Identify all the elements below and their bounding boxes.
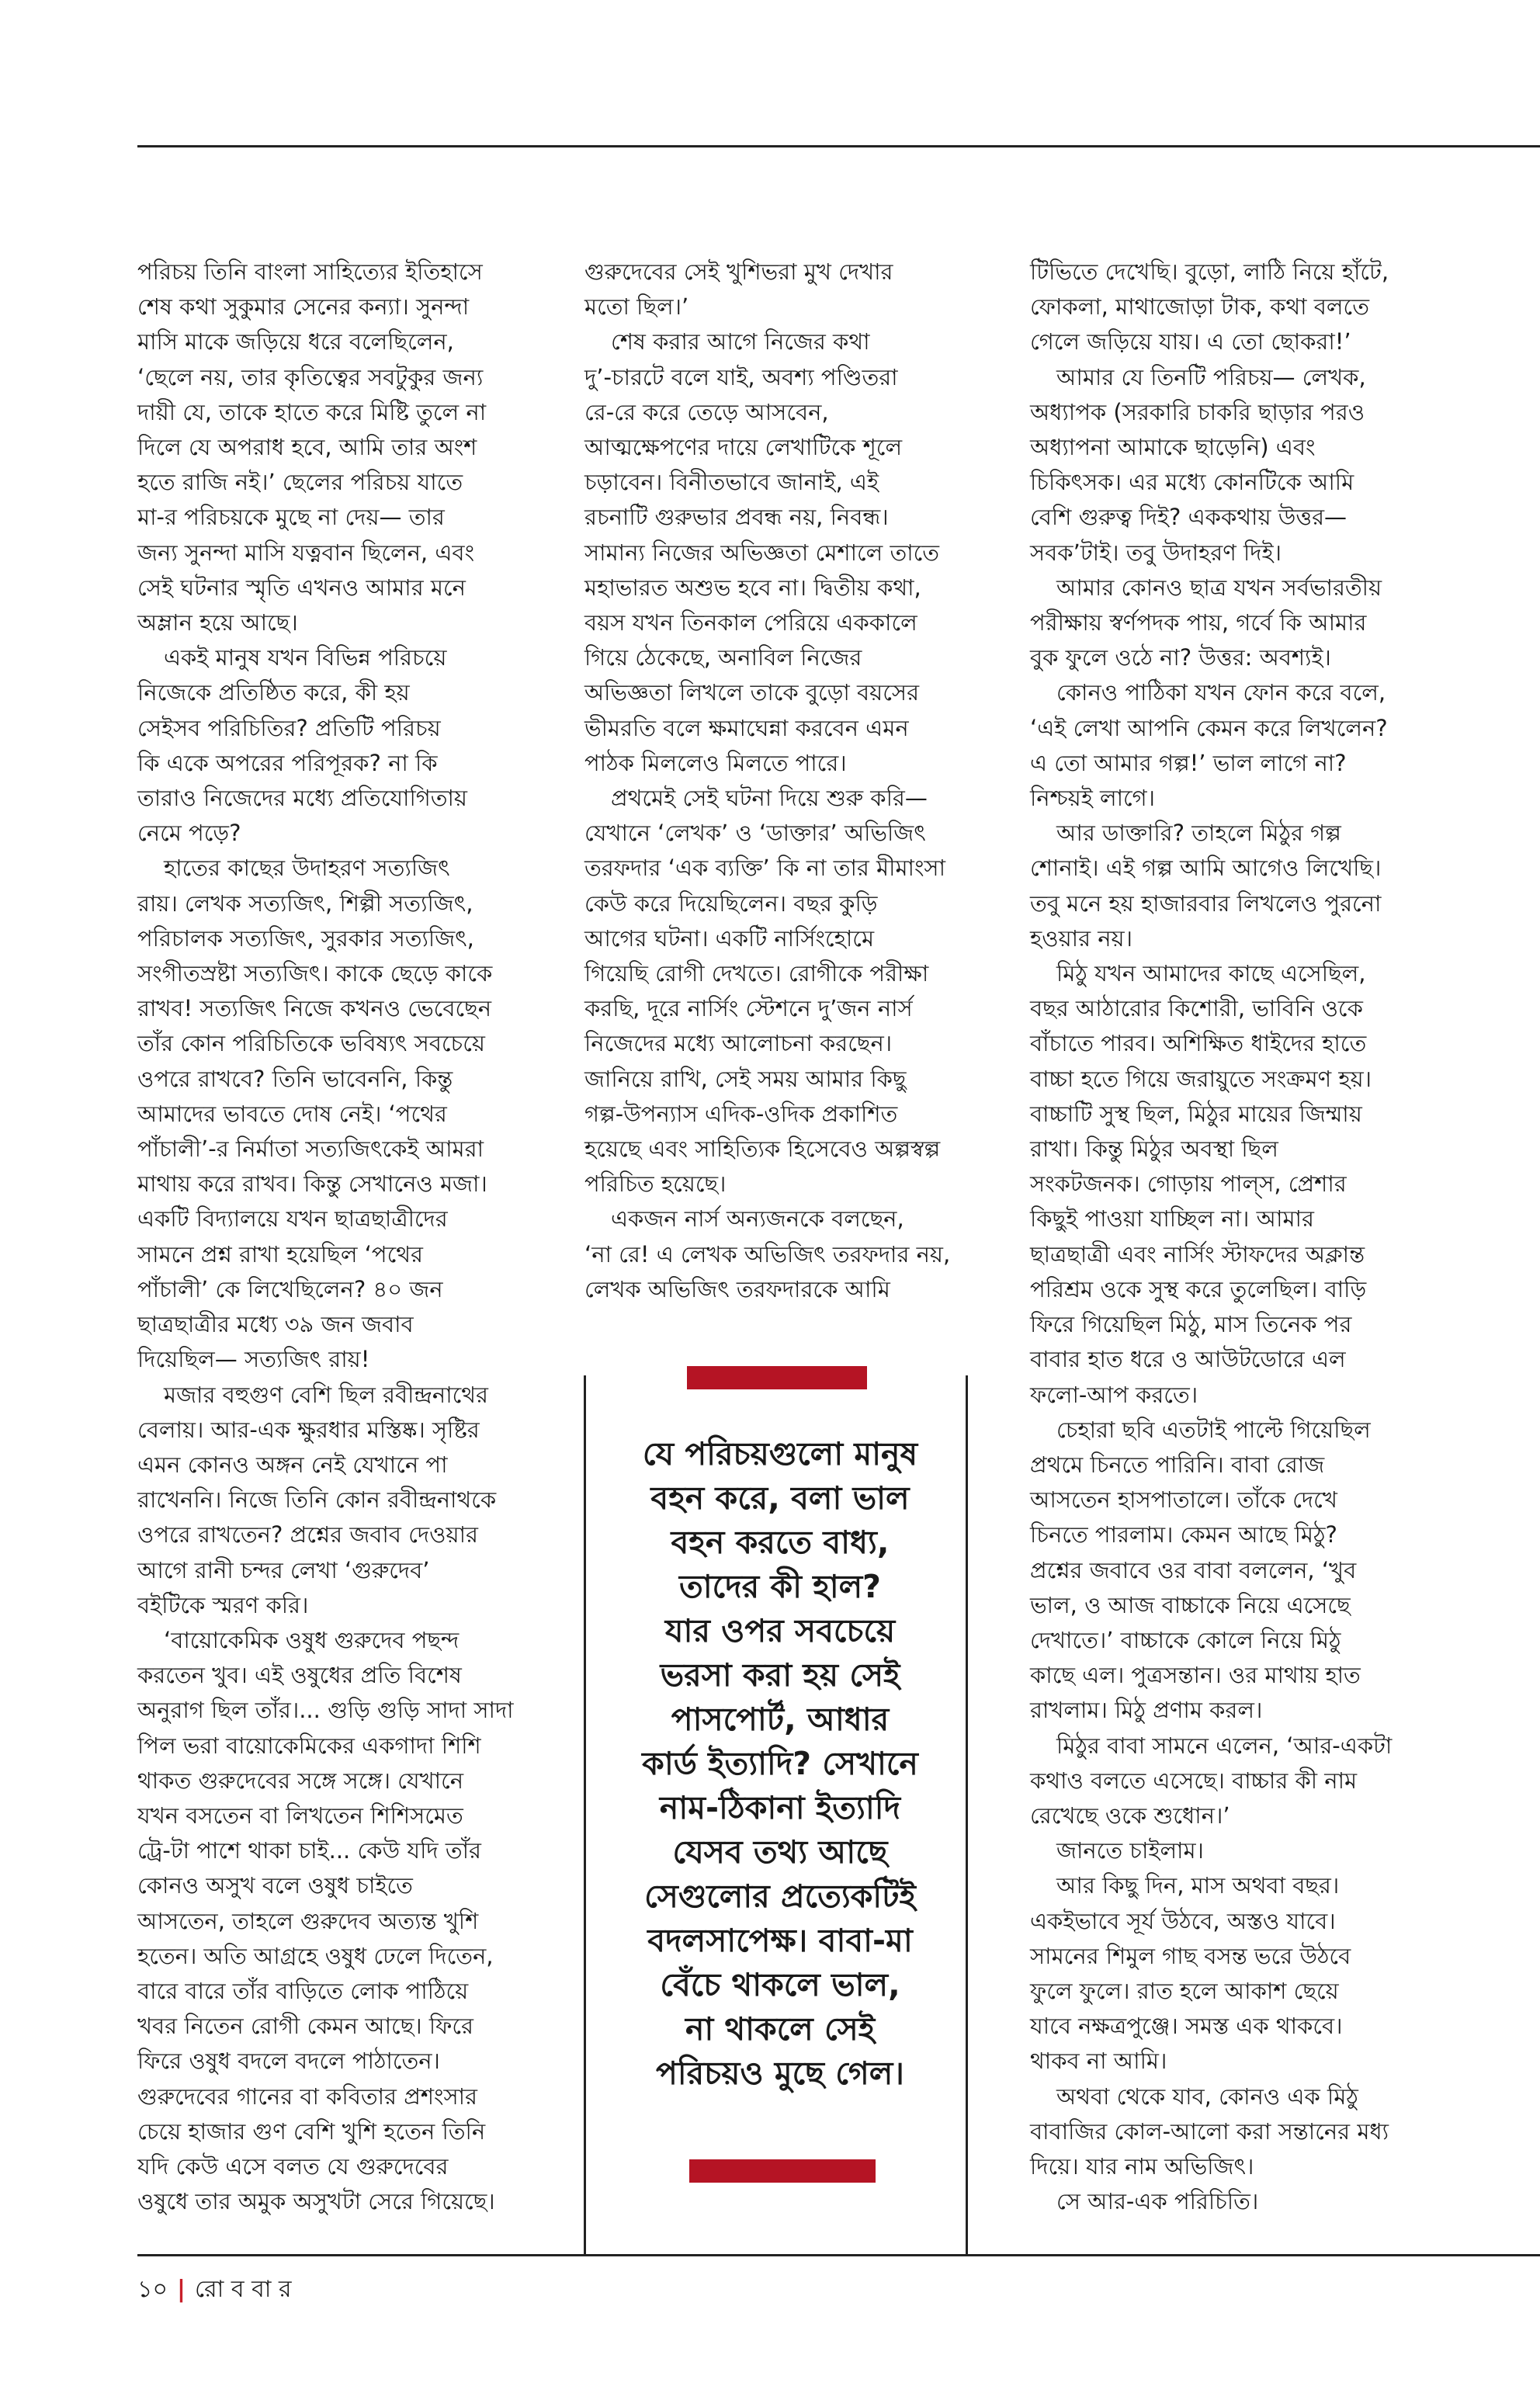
pull-quote-line: বহন করতে বাধ্য, xyxy=(671,1524,890,1561)
article-text-line: সেই ঘটনার স্মৃতি এখনও আমার মনে xyxy=(137,574,466,601)
article-text-line: পরিচয় তিনি বাংলা সাহিত্যের ইতিহাসে xyxy=(137,258,483,285)
article-text-line: দিয়ে। যার নাম অভিজিৎ। xyxy=(1030,2152,1254,2180)
article-text-line: মিঠুর বাবা সামনে এলেন, ‘আর-একটা xyxy=(1056,1732,1393,1759)
article-text-line: কি একে অপরের পরিপূরক? না কি xyxy=(137,749,438,776)
article-text-line: গিয়ে ঠেকেছে, অনাবিল নিজের xyxy=(584,644,862,671)
article-text-line: করতেন খুব। এই ওষুধের প্রতি বিশেষ xyxy=(137,1662,462,1689)
article-column-3 xyxy=(1030,255,1434,2219)
article-text-line: জন্য সুনন্দা মাসি যত্নবান ছিলেন, এবং xyxy=(137,539,475,566)
article-text-line: রাখেননি। নিজে তিনি কোন রবীন্দ্রনাথকে xyxy=(137,1486,497,1514)
article-text-line: বইটিকে স্মরণ করি। xyxy=(137,1591,309,1618)
article-text-line: দিয়েছিল— সত্যজিৎ রায়! xyxy=(137,1346,370,1373)
article-text-line: গিয়েছি রোগী দেখতে। রোগীকে পরীক্ষা xyxy=(584,960,929,987)
pull-quote-line: বহন করে, বলা ভাল xyxy=(650,1479,910,1517)
article-text-line: চিকিৎসক। এর মধ্যে কোনটিকে আমি xyxy=(1030,469,1354,496)
article-text-line: কথাও বলতে এসেছে। বাচ্চার কী নাম xyxy=(1030,1767,1358,1794)
article-text-line: মজার বহুগুণ বেশি ছিল রবীন্দ্রনাথের xyxy=(164,1381,488,1408)
pull-quote-line: কার্ড ইত্যাদি? সেখানে xyxy=(642,1745,918,1782)
article-text-line: কোনও পাঠিকা যখন ফোন করে বলে, xyxy=(1056,679,1386,706)
article-text-line: মাথায় করে রাখব। কিন্তু সেখানেও মজা। xyxy=(137,1170,487,1198)
pull-quote-line: যে পরিচয়গুলো মানুষ xyxy=(642,1435,918,1472)
article-text-line: একই মানুষ যখন বিভিন্ন পরিচয়ে xyxy=(164,644,447,671)
pull-quote-line: বেঁচে থাকলে ভাল, xyxy=(660,1966,900,2003)
article-text-line: দু’-চারটে বলে যাই, অবশ্য পণ্ডিতরা xyxy=(584,363,898,390)
article-text-line: জানতে চাইলাম। xyxy=(1056,1837,1204,1864)
article-text-line: রাখলাম। মিঠু প্রণাম করল। xyxy=(1030,1697,1263,1724)
article-text-line: সে আর-এক পরিচিতি। xyxy=(1056,2188,1259,2215)
pull-quote-line: পাসপোর্ট, আধার xyxy=(671,1701,890,1738)
article-text-line: আমাদের ভাবতে দোষ নেই। ‘পথের xyxy=(137,1100,447,1127)
article-text-line: অধ্যাপনা আমাকে ছাড়েনি) এবং xyxy=(1030,434,1316,461)
article-text-line: যাবে নক্ষত্রপুঞ্জে। সমস্ত এক থাকবে। xyxy=(1030,2013,1343,2040)
article-text-line: দেখাতে।’ বাচ্চাকে কোলে নিয়ে মিঠু xyxy=(1030,1626,1341,1653)
article-text-line: এ তো আমার গল্প!’ ভাল লাগে না? xyxy=(1030,749,1347,776)
article-text-line: তবু মনে হয় হাজারবার লিখলেও পুরনো xyxy=(1030,890,1382,917)
article-text-line: অথবা থেকে যাব, কোনও এক মিঠু xyxy=(1056,2083,1358,2110)
page-number: ১০ xyxy=(137,2276,168,2303)
pull-quote-line: যার ওপর সবচেয়ে xyxy=(664,1612,896,1649)
article-text-line: বেশি গুরুত্ব দিই? এককথায় উত্তর— xyxy=(1030,504,1348,531)
article-text-line: চিনতে পারলাম। কেমন আছে মিঠু? xyxy=(1030,1521,1337,1549)
article-text-line: চেহারা ছবি এতটাই পাল্টে গিয়েছিল xyxy=(1056,1416,1371,1443)
article-text-line: পিল ভরা বায়োকেমিকের একগাদা শিশি xyxy=(137,1732,481,1759)
article-text-line: থাকত গুরুদেবের সঙ্গে সঙ্গে। যেখানে xyxy=(137,1767,464,1794)
article-text-line: গুরুদেবের সেই খুশিভরা মুখ দেখার xyxy=(584,258,893,285)
article-text-line: ভাল, ও আজ বাচ্চাকে নিয়ে এসেছে xyxy=(1030,1591,1351,1618)
pull-quote-bottom-bar xyxy=(689,2159,876,2183)
article-text-line: শোনাই। এই গল্প আমি আগেও লিখেছি। xyxy=(1030,855,1382,882)
article-text-line: প্রশ্নের জবাবে ওর বাবা বললেন, ‘খুব xyxy=(1030,1556,1357,1583)
page-footer xyxy=(137,2270,292,2310)
article-text-line: ফোকলা, মাথাজোড়া টাক, কথা বলতে xyxy=(1030,293,1369,321)
article-text-line: মতো ছিল।’ xyxy=(584,293,689,321)
article-text-line: আমার কোনও ছাত্র যখন সর্বভারতীয় xyxy=(1056,574,1382,601)
article-text-line: বছর আঠারোর কিশোরী, ভাবিনি ওকে xyxy=(1030,995,1363,1022)
article-text-line: সবক’টাই। তবু উদাহরণ দিই। xyxy=(1030,539,1282,566)
article-text-line: রচনাটি গুরুভার প্রবন্ধ নয়, নিবন্ধ। xyxy=(584,504,889,531)
article-text-line: আমার যে তিনটি পরিচয়— লেখক, xyxy=(1056,363,1366,390)
article-text-line: ‘ছেলে নয়, তার কৃতিত্বের সবটুকুর জন্য xyxy=(137,363,484,390)
article-text-line: চড়াবেন। বিনীতভাবে জানাই, এই xyxy=(584,469,879,496)
pull-quote-line: নাম-ঠিকানা ইত্যাদি xyxy=(659,1789,901,1826)
article-text-line: মহাভারত অশুভ হবে না। দ্বিতীয় কথা, xyxy=(584,574,921,601)
article-text-line: শেষ করার আগে নিজের কথা xyxy=(611,328,870,355)
pull-quote-left-divider xyxy=(584,1375,586,2255)
article-text-line: আত্মক্ষেপণের দায়ে লেখাটিকে শূলে xyxy=(584,434,903,461)
pull-quote-line: বদলসাপেক্ষ। বাবা-মা xyxy=(647,1922,913,1959)
pull-quote xyxy=(598,1432,962,2096)
magazine-name: রো ব বা র xyxy=(194,2276,292,2303)
article-text-line: যখন বসতেন বা লিখতেন শিশিসমেত xyxy=(137,1802,463,1829)
article-text-line: বাবাজির কোল-আলো করা সন্তানের মধ্য xyxy=(1030,2117,1389,2145)
article-text-line: সংগীতস্রষ্টা সত্যজিৎ। কাকে ছেড়ে কাকে xyxy=(137,960,493,987)
article-text-line: গেলে জড়িয়ে যায়। এ তো ছোকরা!’ xyxy=(1030,328,1351,355)
article-text-line: অধ্যাপক (সরকারি চাকরি ছাড়ার পরও xyxy=(1030,398,1365,425)
article-text-line: ওপরে রাখবে? তিনি ভাবেননি, কিন্তু xyxy=(137,1065,453,1092)
article-text-line: রায়। লেখক সত্যজিৎ, শিল্পী সত্যজিৎ, xyxy=(137,890,473,917)
article-text-line: এমন কোনও অঙ্গন নেই যেখানে পা xyxy=(137,1451,448,1478)
article-text-line: একইভাবে সূর্য উঠবে, অস্তও যাবে। xyxy=(1030,1907,1336,1934)
article-text-line: নিজেকে প্রতিষ্ঠিত করে, কী হয় xyxy=(137,679,410,706)
article-text-line: প্রথমে চিনতে পারিনি। বাবা রোজ xyxy=(1030,1451,1325,1478)
article-text-line: পরিচালক সত্যজিৎ, সুরকার সত্যজিৎ, xyxy=(137,924,474,952)
article-text-line: ওপরে রাখতেন? প্রশ্নের জবাব দেওয়ার xyxy=(137,1521,478,1549)
article-text-line: কেউ করে দিয়েছিলেন। বছর কুড়ি xyxy=(584,890,878,917)
pull-quote-top-bar xyxy=(687,1366,867,1389)
article-text-line: হওয়ার নয়। xyxy=(1030,924,1133,952)
article-text-line: আসতেন হাসপাতালে। তাঁকে দেখে xyxy=(1030,1486,1337,1514)
article-text-line: মা-র পরিচয়কে মুছে না দেয়— তার xyxy=(137,504,445,531)
article-text-line: যদি কেউ এসে বলত যে গুরুদেবের xyxy=(137,2152,449,2180)
article-text-line: হতে রাজি নই।’ ছেলের পরিচয় যাতে xyxy=(137,469,463,496)
article-text-line: বাচ্চাটি সুস্থ ছিল, মিঠুর মায়ের জিম্মায় xyxy=(1030,1100,1362,1127)
article-text-line: জানিয়ে রাখি, সেই সময় আমার কিছু xyxy=(584,1065,907,1092)
article-text-line: পাঠক মিললেও মিলতে পারে। xyxy=(584,749,847,776)
footer-separator: | xyxy=(176,2276,186,2303)
article-text-line: মাসি মাকে জড়িয়ে ধরে বলেছিলেন, xyxy=(137,328,454,355)
article-text-line: নিশ্চয়ই লাগে। xyxy=(1030,785,1156,812)
article-text-line: লেখক অভিজিৎ তরফদারকে আমি xyxy=(584,1275,890,1302)
article-text-line: অভিজ্ঞতা লিখলে তাকে বুড়ো বয়সের xyxy=(584,679,920,706)
article-text-line: ফিরে গিয়েছিল মিঠু, মাস তিনেক পর xyxy=(1030,1311,1352,1338)
article-text-line: গল্প-উপন্যাস এদিক-ওদিক প্রকাশিত xyxy=(584,1100,898,1127)
article-text-line: বাঁচাতে পারব। অশিক্ষিত ধাইদের হাতে xyxy=(1030,1030,1367,1057)
article-text-line: ফিরে ওষুধ বদলে বদলে পাঠাতেন। xyxy=(137,2048,440,2075)
article-text-line: দায়ী যে, তাকে হাতে করে মিষ্টি তুলে না xyxy=(137,398,487,425)
article-text-line: কিছুই পাওয়া যাচ্ছিল না। আমার xyxy=(1030,1205,1314,1233)
article-text-line: তারাও নিজেদের মধ্যে প্রতিযোগিতায় xyxy=(137,785,468,812)
article-text-line: পরিশ্রম ওকে সুস্থ করে তুলেছিল। বাড়ি xyxy=(1030,1275,1367,1302)
article-text-line: একজন নার্স অন্যজনকে বলছেন, xyxy=(611,1205,904,1233)
article-text-line: ‘না রে! এ লেখক অভিজিৎ তরফদার নয়, xyxy=(584,1240,951,1268)
article-text-line: খবর নিতেন রোগী কেমন আছে। ফিরে xyxy=(137,2013,473,2040)
article-text-line: অম্লান হয়ে আছে। xyxy=(137,609,298,636)
article-text-line: পাঁচালী’ কে লিখেছিলেন? ৪০ জন xyxy=(137,1275,443,1302)
article-text-line: গুরুদেবের গানের বা কবিতার প্রশংসার xyxy=(137,2083,478,2110)
pull-quote-line: পরিচয়ও মুছে গেল। xyxy=(656,2055,904,2092)
pull-quote-right-divider xyxy=(966,1375,968,2255)
article-text-line: পরীক্ষায় স্বর্ণপদক পায়, গর্বে কি আমার xyxy=(1030,609,1367,636)
pull-quote-line: না থাকলে সেই xyxy=(685,2010,876,2048)
article-text-line: বেলায়। আর-এক ক্ষুরধার মস্তিষ্ক। সৃষ্টির xyxy=(137,1416,480,1443)
article-text-line: টিভিতে দেখেছি। বুড়ো, লাঠি নিয়ে হাঁটে, xyxy=(1030,258,1389,285)
pull-quote-line: ভরসা করা হয় সেই xyxy=(660,1656,900,1694)
pull-quote-line: যেসব তথ্য আছে xyxy=(672,1833,888,1871)
article-text-line: রাখব! সত্যজিৎ নিজে কখনও ভেবেছেন xyxy=(137,995,492,1022)
article-text-line: আসতেন, তাহলে গুরুদেব অত্যন্ত খুশি xyxy=(137,1907,479,1934)
article-text-line: সেইসব পরিচিতির? প্রতিটি পরিচয় xyxy=(137,714,441,741)
article-text-line: আগে রানী চন্দর লেখা ‘গুরুদেব’ xyxy=(137,1556,430,1583)
article-text-line: যেখানে ‘লেখক’ ও ‘ডাক্তার’ অভিজিৎ xyxy=(584,820,926,847)
article-text-line: ফলো-আপ করতে। xyxy=(1030,1381,1198,1408)
article-text-line: হতেন। অতি আগ্রহে ওষুধ ঢেলে দিতেন, xyxy=(137,1942,494,1969)
article-text-line: আর ডাক্তারি? তাহলে মিঠুর গল্প xyxy=(1056,820,1341,847)
article-text-line: আর কিছু দিন, মাস অথবা বছর। xyxy=(1056,1872,1340,1899)
article-text-line: ছাত্রছাত্রী এবং নার্সিং স্টাফদের অক্লান্ত xyxy=(1030,1240,1365,1268)
article-text-line: বাচ্চা হতে গিয়ে জরায়ুতে সংক্রমণ হয়। xyxy=(1030,1065,1372,1092)
article-text-line: একটি বিদ্যালয়ে যখন ছাত্রছাত্রীদের xyxy=(137,1205,448,1233)
article-column-2 xyxy=(584,255,988,1307)
article-text-line: কোনও অসুখ বলে ওষুধ চাইতে xyxy=(137,1872,413,1899)
article-text-line: থাকব না আমি। xyxy=(1030,2048,1167,2075)
article-text-line: আগের ঘটনা। একটি নার্সিংহোমে xyxy=(584,924,875,952)
bottom-rule xyxy=(137,2254,1540,2256)
article-text-line: মিঠু যখন আমাদের কাছে এসেছিল, xyxy=(1056,960,1366,987)
article-text-line: নিজেদের মধ্যে আলোচনা করছেন। xyxy=(584,1030,893,1057)
article-text-line: ‘এই লেখা আপনি কেমন করে লিখলেন? xyxy=(1030,714,1388,741)
article-text-line: বাবার হাত ধরে ও আউটডোরে এল xyxy=(1030,1346,1346,1373)
article-text-line: পাঁচালী’-র নির্মাতা সত্যজিৎকেই আমরা xyxy=(137,1136,484,1163)
article-text-line: কাছে এল। পুত্রসন্তান। ওর মাথায় হাত xyxy=(1030,1662,1361,1689)
article-text-line: সামনের শিমুল গাছ বসন্ত ভরে উঠবে xyxy=(1030,1942,1351,1969)
article-text-line: ছাত্রছাত্রীর মধ্যে ৩৯ জন জবাব xyxy=(137,1311,414,1338)
article-text-line: রাখা। কিন্তু মিঠুর অবস্থা ছিল xyxy=(1030,1136,1278,1163)
article-text-line: সামান্য নিজের অভিজ্ঞতা মেশালে তাতে xyxy=(584,539,940,566)
article-text-line: রেখেছে ওকে শুধোন।’ xyxy=(1030,1802,1230,1829)
article-text-line: বুক ফুলে ওঠে না? উত্তর: অবশ্যই। xyxy=(1030,644,1331,671)
article-text-line: হাতের কাছের উদাহরণ সত্যজিৎ xyxy=(164,855,450,882)
article-text-line: বারে বারে তাঁর বাড়িতে লোক পাঠিয়ে xyxy=(137,1977,469,2004)
article-text-line: রে-রে করে তেড়ে আসবেন, xyxy=(584,398,829,425)
article-text-line: চেয়ে হাজার গুণ বেশি খুশি হতেন তিনি xyxy=(137,2117,486,2145)
article-column-1 xyxy=(137,255,541,2219)
article-text-line: বয়স যখন তিনকাল পেরিয়ে এককালে xyxy=(584,609,917,636)
article-text-line: ভীমরতি বলে ক্ষমাঘেন্না করবেন এমন xyxy=(584,714,909,741)
article-text-line: সংকটজনক। গোড়ায় পাল্‌স, প্রেশার xyxy=(1030,1170,1347,1198)
article-text-line: করছি, দূরে নার্সিং স্টেশনে দু’জন নার্স xyxy=(584,995,913,1022)
article-text-line: নেমে পড়ে? xyxy=(137,820,241,847)
article-text-line: ওষুধে তার অমুক অসুখটা সেরে গিয়েছে। xyxy=(137,2188,495,2215)
pull-quote-line: তাদের কী হাল? xyxy=(679,1568,881,1605)
article-text-line: পরিচিত হয়েছে। xyxy=(584,1170,727,1198)
article-text-line: তাঁর কোন পরিচিতিকে ভবিষ্যৎ সবচেয়ে xyxy=(137,1030,485,1057)
top-rule xyxy=(137,145,1540,147)
article-text-line: ‘বায়োকেমিক ওষুধ গুরুদেব পছন্দ xyxy=(164,1626,460,1653)
article-text-line: ট্রে-টা পাশে থাকা চাই... কেউ যদি তাঁর xyxy=(137,1837,481,1864)
article-text-line: ফুলে ফুলে। রাত হলে আকাশ ছেয়ে xyxy=(1030,1977,1339,2004)
pull-quote-line: সেগুলোর প্রত্যেকটিই xyxy=(644,1878,916,1915)
article-text-line: দিলে যে অপরাধ হবে, আমি তার অংশ xyxy=(137,434,477,461)
article-text-line: অনুরাগ ছিল তাঁর।... গুড়ি গুড়ি সাদা সাদা xyxy=(137,1697,514,1724)
article-text-line: প্রথমেই সেই ঘটনা দিয়ে শুরু করি— xyxy=(611,785,928,812)
article-text-line: শেষ কথা সুকুমার সেনের কন্যা। সুনন্দা xyxy=(137,293,470,321)
article-text-line: হয়েছে এবং সাহিত্যিক হিসেবেও অল্পস্বল্প xyxy=(584,1136,941,1163)
article-text-line: সামনে প্রশ্ন রাখা হয়েছিল ‘পথের xyxy=(137,1240,423,1268)
article-text-line: তরফদার ‘এক ব্যক্তি’ কি না তার মীমাংসা xyxy=(584,855,946,882)
